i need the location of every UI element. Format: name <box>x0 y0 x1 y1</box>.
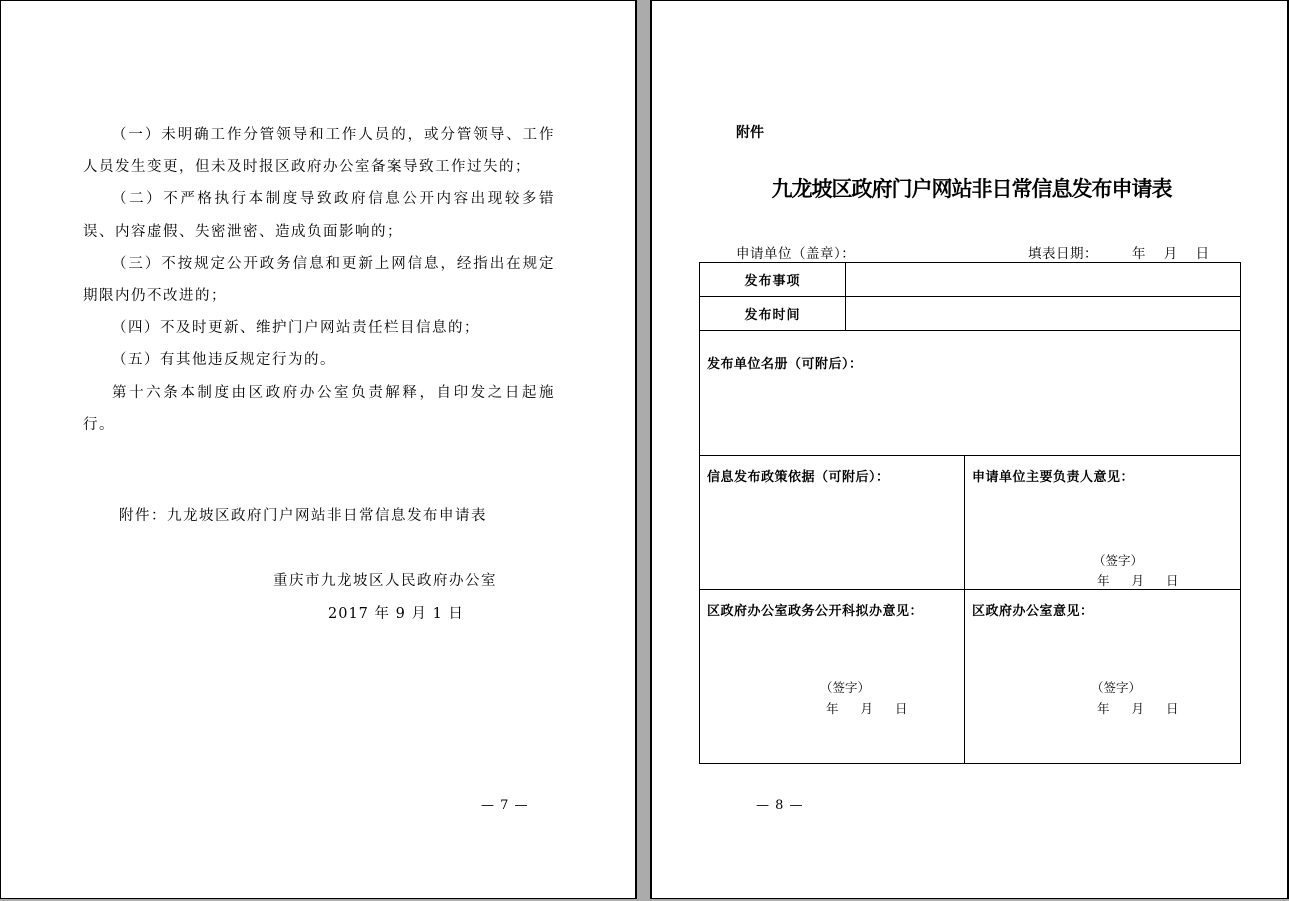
application-form-table <box>699 262 1241 764</box>
fill-date-parts: 年 月 日 <box>1132 246 1210 262</box>
policy-basis-cell[interactable] <box>700 456 965 590</box>
page-number: — 7 — <box>481 798 529 813</box>
page-8 <box>650 0 1289 899</box>
paragraph-5: （五）有其他违反规定行为的。 <box>112 352 336 369</box>
office-opinion-cell[interactable] <box>965 590 1241 764</box>
appendix-label: 附件 <box>736 125 764 141</box>
publisher-list-label: 发布单位名册（可附后）： <box>707 357 863 372</box>
applicant-unit-label: 申请单位（盖章）： <box>736 246 856 262</box>
policy-basis-label: 信息发布政策依据（可附后）： <box>707 470 890 485</box>
paragraph-1: （一）未明确工作分管领导和工作人员的，或分管领导、工作人员发生变更，但未及时报区政府办公室备案导致工作过失的； <box>83 127 555 176</box>
affairs-section-cell[interactable] <box>700 590 965 764</box>
paragraph-6: 第十六条本制度由区政府办公室负责解释，自印发之日起施行。 <box>83 384 555 433</box>
office-opinion-label: 区政府办公室意见： <box>972 604 1094 619</box>
office-date-parts: 年 月 日 <box>1097 701 1179 716</box>
form-title: 九龙坡区政府门户网站非日常信息发布申请表 <box>771 176 1172 201</box>
body-text <box>83 119 555 441</box>
row-publish-item <box>700 263 1241 297</box>
affairs-section-label: 区政府办公室政务公开科拟办意见： <box>707 604 924 619</box>
office-sign-label: （签字） <box>1091 680 1142 695</box>
page-7 <box>0 0 637 899</box>
leader-opinion-cell[interactable] <box>965 456 1241 590</box>
affairs-date-parts: 年 月 日 <box>826 701 908 716</box>
fill-date-label: 填表日期： <box>1028 246 1098 262</box>
row-publish-time <box>700 297 1241 331</box>
signing-date: 2017 年 9 月 1 日 <box>328 606 464 622</box>
publish-item-label: 发布事项 <box>700 263 846 297</box>
leader-date-parts: 年 月 日 <box>1097 573 1179 588</box>
paragraph-2: （二）不严格执行本制度导致政府信息公开内容出现较多错误、内容虚假、失密泄密、造成负面影响的； <box>83 191 555 240</box>
publisher-list-cell[interactable] <box>700 331 1241 456</box>
publish-time-value[interactable] <box>846 297 1241 331</box>
attachment-note: 附件：九龙坡区政府门户网站非日常信息发布申请表 <box>119 508 487 524</box>
signing-organization: 重庆市九龙坡区人民政府办公室 <box>273 573 497 589</box>
affairs-sign-label: （签字） <box>820 680 871 695</box>
paragraph-4: （四）不及时更新、维护门户网站责任栏目信息的； <box>112 320 480 337</box>
publish-item-value[interactable] <box>846 263 1241 297</box>
page-number: — 8 — <box>756 798 804 813</box>
publish-time-label: 发布时间 <box>700 297 846 331</box>
leader-opinion-label: 申请单位主要负责人意见： <box>972 470 1135 485</box>
paragraph-3: （三）不按规定公开政务信息和更新上网信息，经指出在规定期限内仍不改进的； <box>83 255 555 305</box>
row-policy-and-leader <box>700 456 1241 590</box>
row-affairs-and-office <box>700 590 1241 764</box>
row-publisher-list <box>700 331 1241 456</box>
leader-sign-label: （签字） <box>1093 553 1144 568</box>
